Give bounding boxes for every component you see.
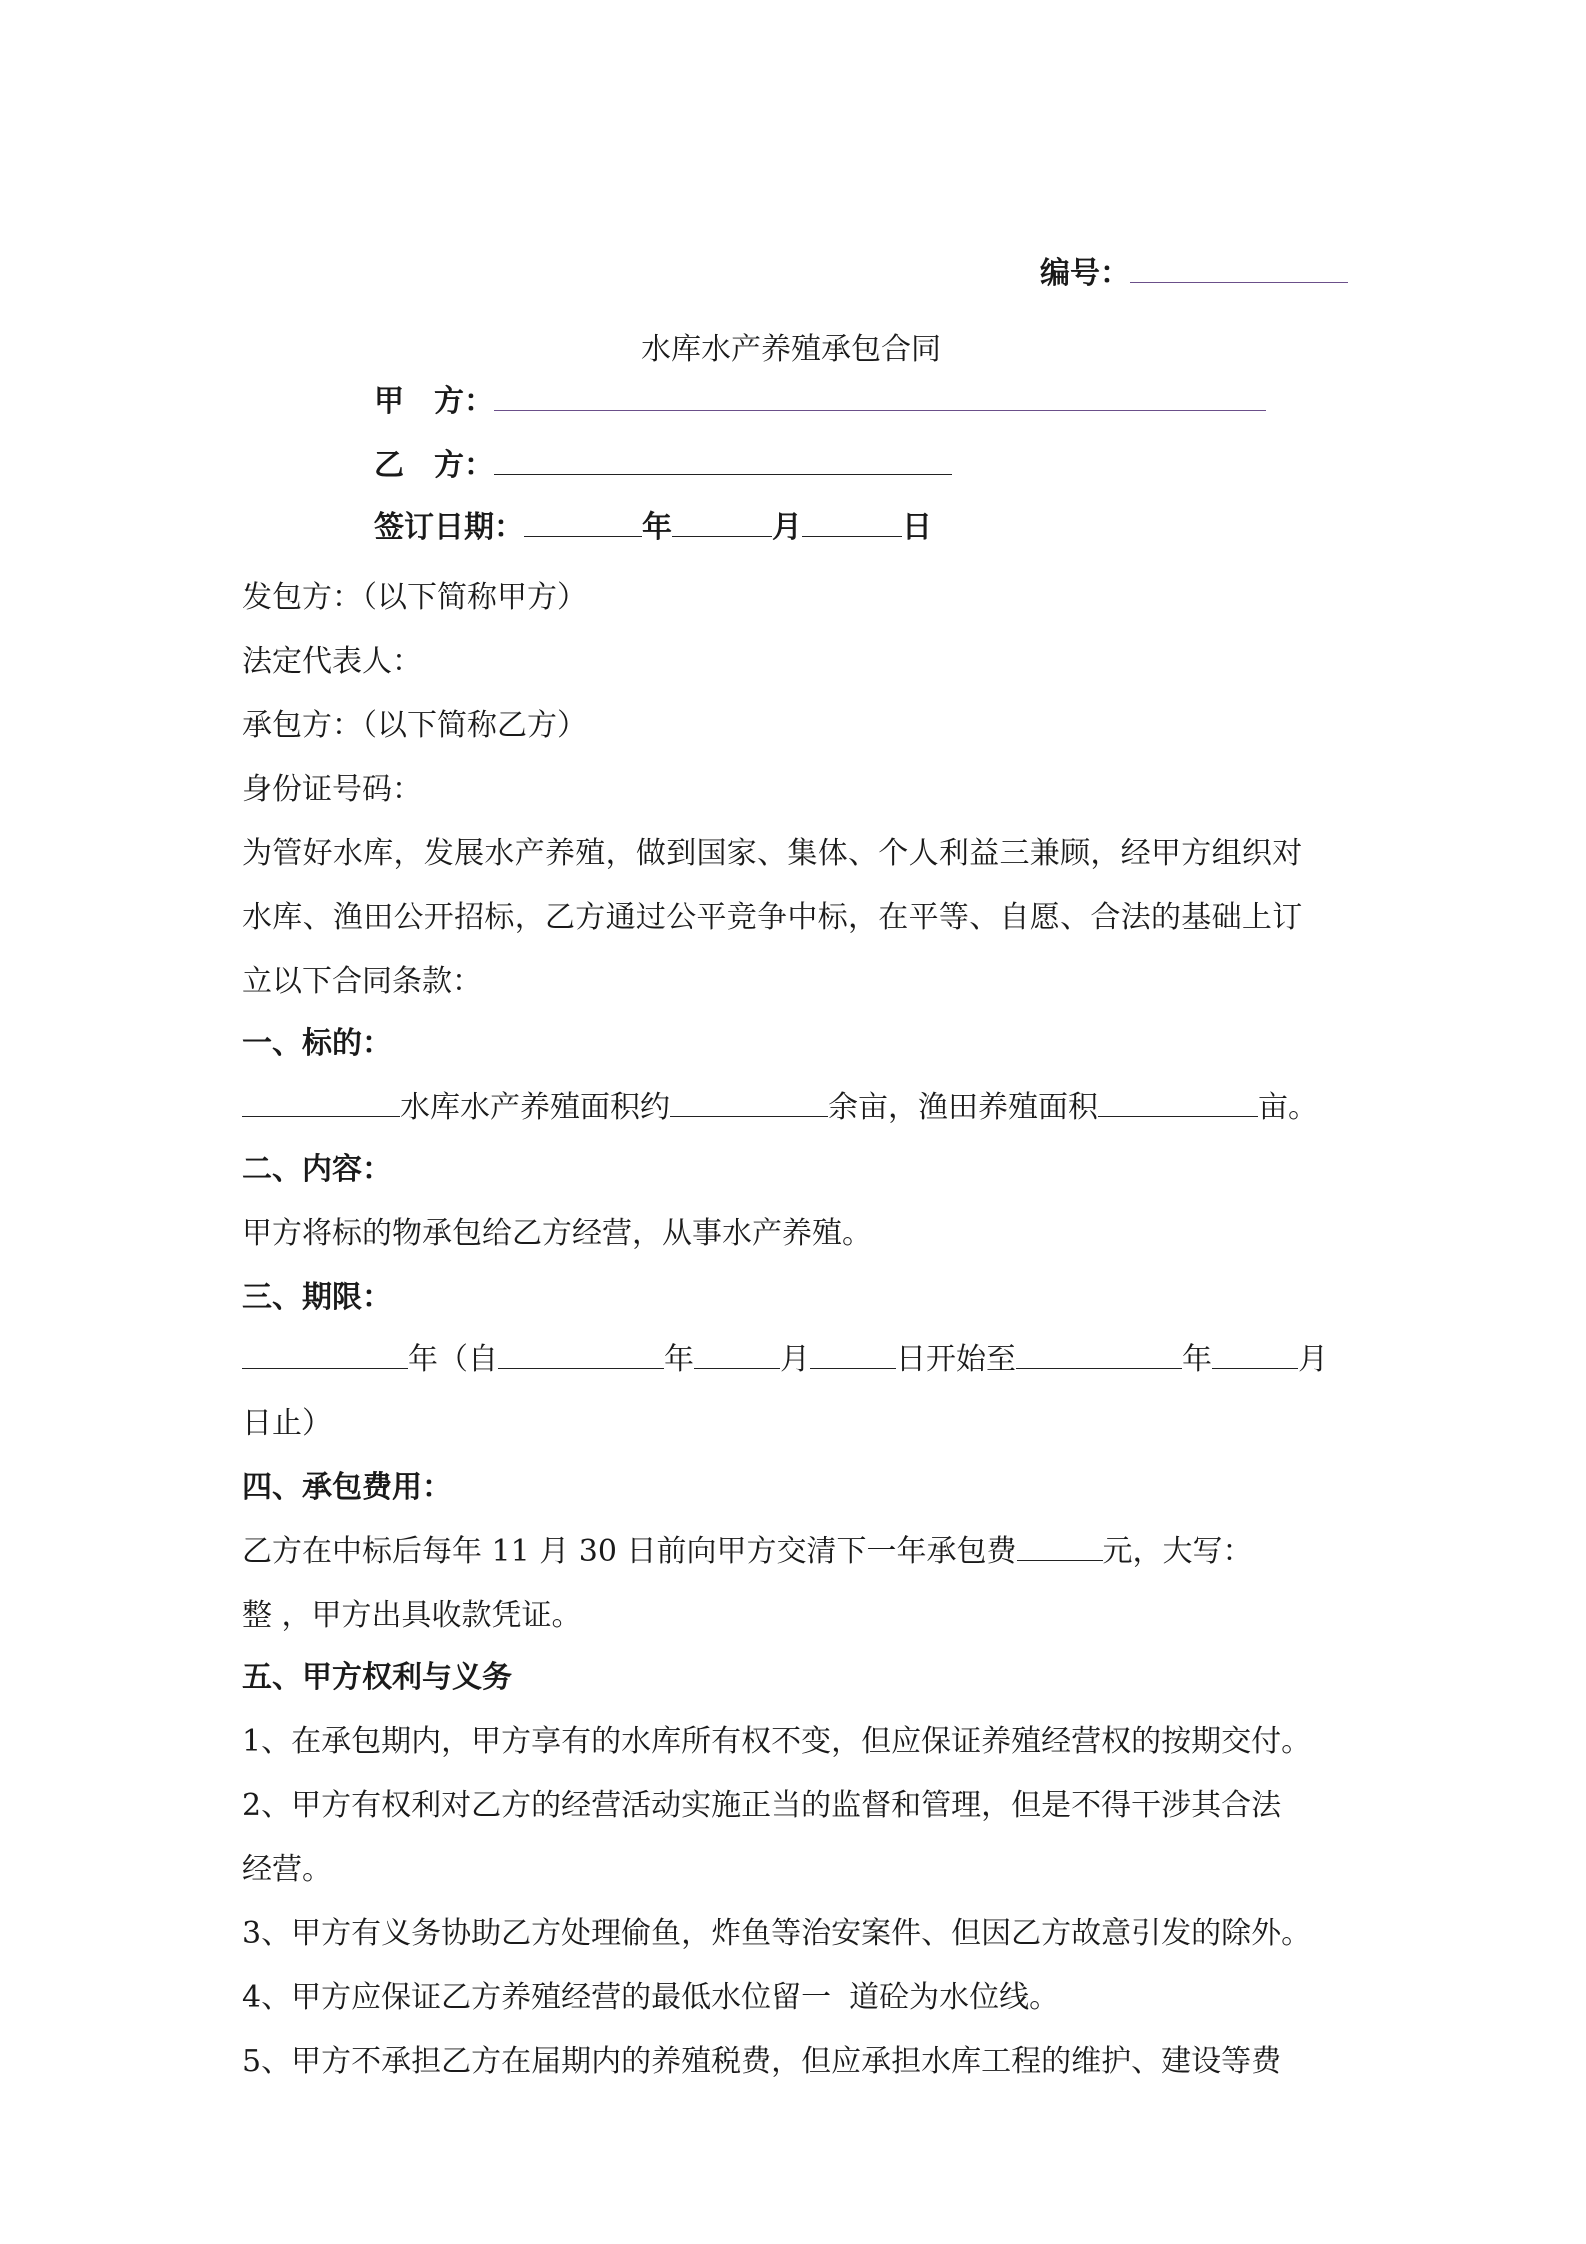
end-month-label: 月 bbox=[1298, 1342, 1328, 1377]
section-1-text-c: 亩。 bbox=[1258, 1090, 1318, 1125]
section-3-text bbox=[242, 1340, 1328, 1380]
party-a-line bbox=[374, 382, 1266, 422]
start-year-label: 年 bbox=[664, 1342, 694, 1377]
sign-year-blank bbox=[524, 510, 642, 537]
sign-month-blank bbox=[672, 510, 772, 537]
employer-line: 发包方：（以下简称甲方） bbox=[242, 580, 587, 615]
sign-date-label: 签订日期： bbox=[374, 510, 524, 545]
section-4-text-2: 整 ，甲方出具收款凭证。 bbox=[242, 1598, 582, 1633]
term-years-blank bbox=[242, 1342, 408, 1369]
term-year-from: 年（自 bbox=[408, 1342, 498, 1377]
section-2-heading: 二、内容： bbox=[242, 1152, 392, 1187]
section-4-text bbox=[242, 1532, 1253, 1572]
start-day-blank bbox=[810, 1342, 896, 1369]
clause-5: 5、甲方不承担乙方在届期内的养殖税费，但应承担水库工程的维护、建设等费 bbox=[242, 2044, 1282, 2079]
end-year-blank bbox=[1016, 1342, 1182, 1369]
section-1-text bbox=[242, 1088, 1318, 1128]
field-area-blank bbox=[1098, 1090, 1258, 1117]
preamble-line-2: 水库、渔田公开招标，乙方通过公平竞争中标，在平等、自愿、合法的基础上订 bbox=[242, 900, 1303, 935]
end-month-blank bbox=[1212, 1342, 1298, 1369]
reservoir-name-blank bbox=[242, 1090, 400, 1117]
end-year-label: 年 bbox=[1182, 1342, 1212, 1377]
contractor-line: 承包方：（以下简称乙方） bbox=[242, 708, 587, 743]
clause-3: 3、甲方有义务协助乙方处理偷鱼，炸鱼等治安案件、但因乙方故意引发的除外。 bbox=[242, 1916, 1312, 1951]
section-3-heading: 三、期限： bbox=[242, 1280, 392, 1315]
term-start-label: 日开始至 bbox=[896, 1342, 1016, 1377]
clause-2-line-2: 经营。 bbox=[242, 1852, 332, 1887]
fee-amount-blank bbox=[1017, 1534, 1103, 1561]
clause-2-line-1: 2、甲方有权利对乙方的经营活动实施正当的监督和管理，但是不得干涉其合法 bbox=[242, 1788, 1282, 1823]
party-a-label: 甲 方： bbox=[374, 384, 494, 419]
party-b-label: 乙 方： bbox=[374, 448, 494, 483]
clause-4 bbox=[242, 1978, 1059, 2018]
start-year-blank bbox=[498, 1342, 664, 1369]
section-4-heading: 四、承包费用： bbox=[242, 1470, 452, 1505]
section-4-text-b: 元，大写： bbox=[1102, 1534, 1253, 1569]
section-1-text-a: 水库水产养殖面积约 bbox=[400, 1090, 670, 1125]
reservoir-area-blank bbox=[670, 1090, 828, 1117]
clause-4-text-a: 4、甲方应保证乙方养殖经营的最低水位留一 bbox=[242, 1980, 832, 2015]
legal-rep-line: 法定代表人： bbox=[242, 644, 422, 679]
section-1-text-b: 余亩，渔田养殖面积 bbox=[828, 1090, 1098, 1125]
start-month-label: 月 bbox=[780, 1342, 810, 1377]
contract-number bbox=[1040, 254, 1348, 294]
contract-title: 水库水产养殖承包合同 bbox=[641, 332, 941, 367]
clause-4-text-b: 道砼为水位线。 bbox=[849, 1980, 1060, 2015]
section-2-text: 甲方将标的物承包给乙方经营，从事水产养殖。 bbox=[242, 1216, 872, 1251]
id-number-line: 身份证号码： bbox=[242, 772, 422, 807]
clause-1: 1、在承包期内，甲方享有的水库所有权不变，但应保证养殖经营权的按期交付。 bbox=[242, 1724, 1312, 1759]
section-3-end: 日止） bbox=[242, 1406, 332, 1441]
preamble-line-1: 为管好水库，发展水产养殖，做到国家、集体、个人利益三兼顾，经甲方组织对 bbox=[242, 836, 1303, 871]
section-5-heading: 五、甲方权利与义务 bbox=[242, 1660, 512, 1695]
party-b-line bbox=[374, 446, 952, 486]
section-1-heading: 一、标的： bbox=[242, 1026, 392, 1061]
preamble-line-3: 立以下合同条款： bbox=[242, 964, 482, 999]
sign-day-label: 日 bbox=[902, 510, 932, 545]
start-month-blank bbox=[694, 1342, 780, 1369]
party-a-blank bbox=[494, 384, 1266, 411]
sign-month-label: 月 bbox=[772, 510, 802, 545]
contract-number-blank bbox=[1130, 256, 1348, 283]
sign-year-label: 年 bbox=[642, 510, 672, 545]
contract-number-label: 编号： bbox=[1040, 256, 1130, 291]
sign-day-blank bbox=[802, 510, 902, 537]
sign-date-line bbox=[374, 508, 932, 548]
section-4-text-a: 乙方在中标后每年 11 月 30 日前向甲方交清下一年承包费 bbox=[242, 1534, 1017, 1569]
party-b-blank bbox=[494, 448, 952, 475]
